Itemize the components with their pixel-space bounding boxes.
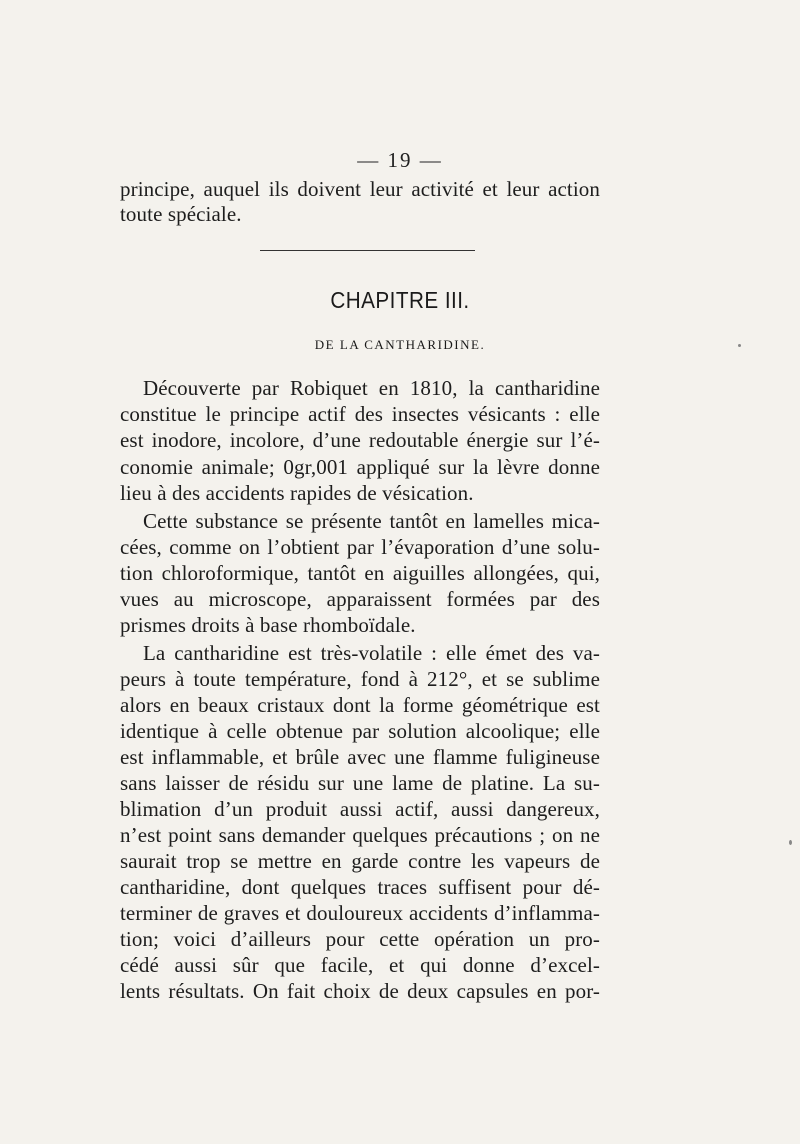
text-line: La cantharidine est très-volatile : elle émet des va- xyxy=(143,641,600,665)
text-line: prismes droits à base rhomboïdale. xyxy=(120,613,416,637)
chapter-title: CHAPITRE III. xyxy=(330,287,470,313)
text-line: peurs à toute température, fond à 212°, et se sublime xyxy=(120,667,600,691)
text-line: conomie animale; 0gr,001 appliqué sur la lèvre donne xyxy=(120,455,600,479)
text-line: Cette substance se présente tantôt en lamelles mica- xyxy=(143,509,600,533)
text-line: saurait trop se mettre en garde contre les vapeurs de xyxy=(120,849,600,873)
text-line: sans laisser de résidu sur une lame de platine. La su- xyxy=(120,771,600,795)
text-line: terminer de graves et douloureux accidents d’inflamma- xyxy=(120,901,600,925)
text-line: Découverte par Robiquet en 1810, la cantharidine xyxy=(143,376,600,400)
chapter-subtitle: DE LA CANTHARIDINE. xyxy=(314,337,486,352)
text-line: cantharidine, dont quelques traces suffisent pour dé- xyxy=(120,875,600,899)
text-line: est inflammable, et brûle avec une flamme fuligineuse xyxy=(120,745,600,769)
text-line: cées, comme on l’obtient par l’évaporation d’une solu- xyxy=(120,535,600,559)
text-line: n’est point sans demander quelques précautions ; on ne xyxy=(120,823,600,847)
text-line: constitue le principe actif des insectes vésicants : elle xyxy=(120,402,600,426)
text-line: identique à celle obtenue par solution alcoolique; elle xyxy=(120,719,600,743)
text-line: lents résultats. On fait choix de deux capsules en por- xyxy=(120,979,600,1003)
page-number: — 19 — xyxy=(357,148,443,172)
paper-speck xyxy=(738,344,741,347)
text-line: lieu à des accidents rapides de vésication. xyxy=(120,481,474,505)
text-line: toute spéciale. xyxy=(120,202,242,226)
paper-speck xyxy=(789,840,792,845)
text-line: cédé aussi sûr que facile, et qui donne d’excel- xyxy=(120,953,600,977)
text-line: est inodore, incolore, d’une redoutable énergie sur l’é- xyxy=(120,428,600,452)
text-line: alors en beaux cristaux dont la forme géométrique est xyxy=(120,693,600,717)
text-line: vues au microscope, apparaissent formées par des xyxy=(120,587,600,611)
section-divider xyxy=(260,250,475,251)
text-line: principe, auquel ils doivent leur activité et leur action xyxy=(120,177,600,201)
text-line: blimation d’un produit aussi actif, aussi dangereux, xyxy=(120,797,600,821)
text-line: tion chloroformique, tantôt en aiguilles allongées, qui, xyxy=(120,561,600,585)
text-line: tion; voici d’ailleurs pour cette opération un pro- xyxy=(120,927,600,951)
